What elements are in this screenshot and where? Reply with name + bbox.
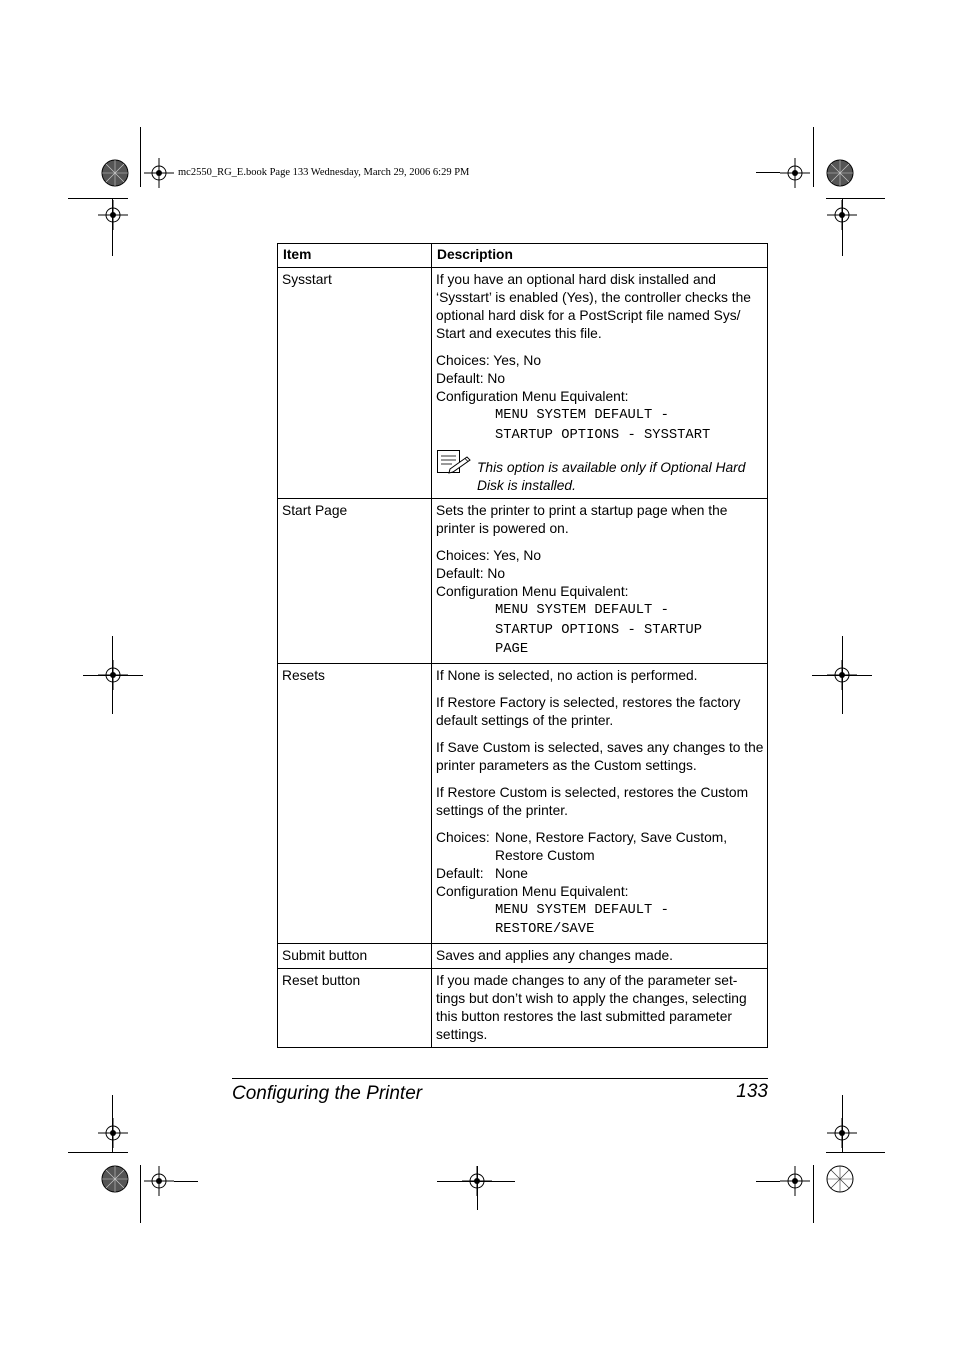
crosshair-mark-icon xyxy=(780,158,810,188)
config-label: Configuration Menu Equivalent: xyxy=(436,883,629,899)
note-text: This option is available only if Optional Hard Disk is installed. xyxy=(477,460,746,493)
column-header-item: Item xyxy=(278,244,432,268)
note-callout xyxy=(436,451,764,495)
description-cell: Saves and applies any changes made. xyxy=(432,943,768,968)
default-line: Default: No xyxy=(436,371,506,386)
menu-path-line: MENU SYSTEM DEFAULT - xyxy=(495,603,669,618)
crosshair-mark-icon xyxy=(144,158,174,188)
starburst-mark-icon xyxy=(826,159,854,187)
menu-path-line: STARTUP OPTIONS - STARTUP xyxy=(495,622,702,638)
description-cell xyxy=(432,663,768,943)
column-header-description: Description xyxy=(432,244,768,268)
default-line: Default: No xyxy=(436,566,506,581)
choices-line xyxy=(436,829,764,865)
item-cell: Start Page xyxy=(278,499,432,664)
crosshair-mark-icon xyxy=(98,1118,128,1148)
item-cell: Sysstart xyxy=(278,268,432,499)
menu-path-line: PAGE xyxy=(495,642,529,657)
default-label: Default: xyxy=(436,865,484,881)
crosshair-mark-icon xyxy=(780,1166,810,1196)
default-value: None xyxy=(495,865,528,881)
table-header-row xyxy=(278,244,768,268)
choices-label: Choices: xyxy=(436,829,490,845)
table-row-sysstart xyxy=(278,268,768,499)
item-cell: Submit button xyxy=(278,943,432,968)
description-paragraph: If Save Custom is selected, saves any changes to the printer parameters as the Custom settings. xyxy=(436,739,764,773)
note-pencil-icon xyxy=(436,449,472,475)
menu-path-line: RESTORE/SAVE xyxy=(495,922,595,937)
config-label: Configuration Menu Equivalent: xyxy=(436,389,629,404)
table-row-resets xyxy=(278,663,768,943)
config-label: Configuration Menu Equivalent: xyxy=(436,584,629,599)
item-cell: Resets xyxy=(278,663,432,943)
description-paragraph: Sets the printer to print a startup page when the printer is powered on. xyxy=(436,503,728,536)
page-number: 133 xyxy=(736,1081,768,1102)
table-row-start-page xyxy=(278,499,768,664)
book-meta-header: mc2550_RG_E.book Page 133 Wednesday, March 29, 2006 6:29 PM xyxy=(178,167,470,178)
menu-path-line: STARTUP OPTIONS - SYSSTART xyxy=(495,427,711,443)
description-paragraph: If you have an optional hard disk installed and ‘Sysstart’ is enabled (Yes), the controller checks the optional hard disk for a PostScript file named Sys/ Start and executes this file. xyxy=(436,272,751,341)
crosshair-mark-icon xyxy=(98,200,128,230)
starburst-mark-icon xyxy=(101,1165,129,1193)
choices-value: None, Restore Factory, Save Custom, Restore Custom xyxy=(495,829,728,863)
description-cell xyxy=(432,499,768,664)
description-paragraph: If Restore Custom is selected, restores the Custom settings of the printer. xyxy=(436,784,749,818)
starburst-mark-icon xyxy=(101,159,129,187)
description-paragraph: If Restore Factory is selected, restores the factory default settings of the printer. xyxy=(436,694,741,728)
table-row-reset-button xyxy=(278,968,768,1047)
choices-line: Choices: Yes, No xyxy=(436,548,542,563)
menu-path-line: MENU SYSTEM DEFAULT - xyxy=(495,408,669,423)
footer-rule xyxy=(232,1078,768,1079)
description-paragraph: If None is selected, no action is performed. xyxy=(436,667,698,683)
choices-line: Choices: Yes, No xyxy=(436,353,542,368)
crosshair-mark-icon xyxy=(144,1166,174,1196)
menu-path-line: MENU SYSTEM DEFAULT - xyxy=(495,902,669,918)
table-row-submit-button xyxy=(278,943,768,968)
default-line xyxy=(436,865,764,883)
footer-chapter-title: Configuring the Printer xyxy=(232,1083,423,1104)
description-cell: If you made changes to any of the parameter set- tings but don’t wish to apply the changes, selecting this button restores the last submitted parameter settings. xyxy=(432,968,768,1047)
description-cell xyxy=(432,268,768,499)
starburst-mark-icon xyxy=(826,1165,854,1193)
item-cell: Reset button xyxy=(278,968,432,1047)
settings-table xyxy=(277,243,768,1048)
